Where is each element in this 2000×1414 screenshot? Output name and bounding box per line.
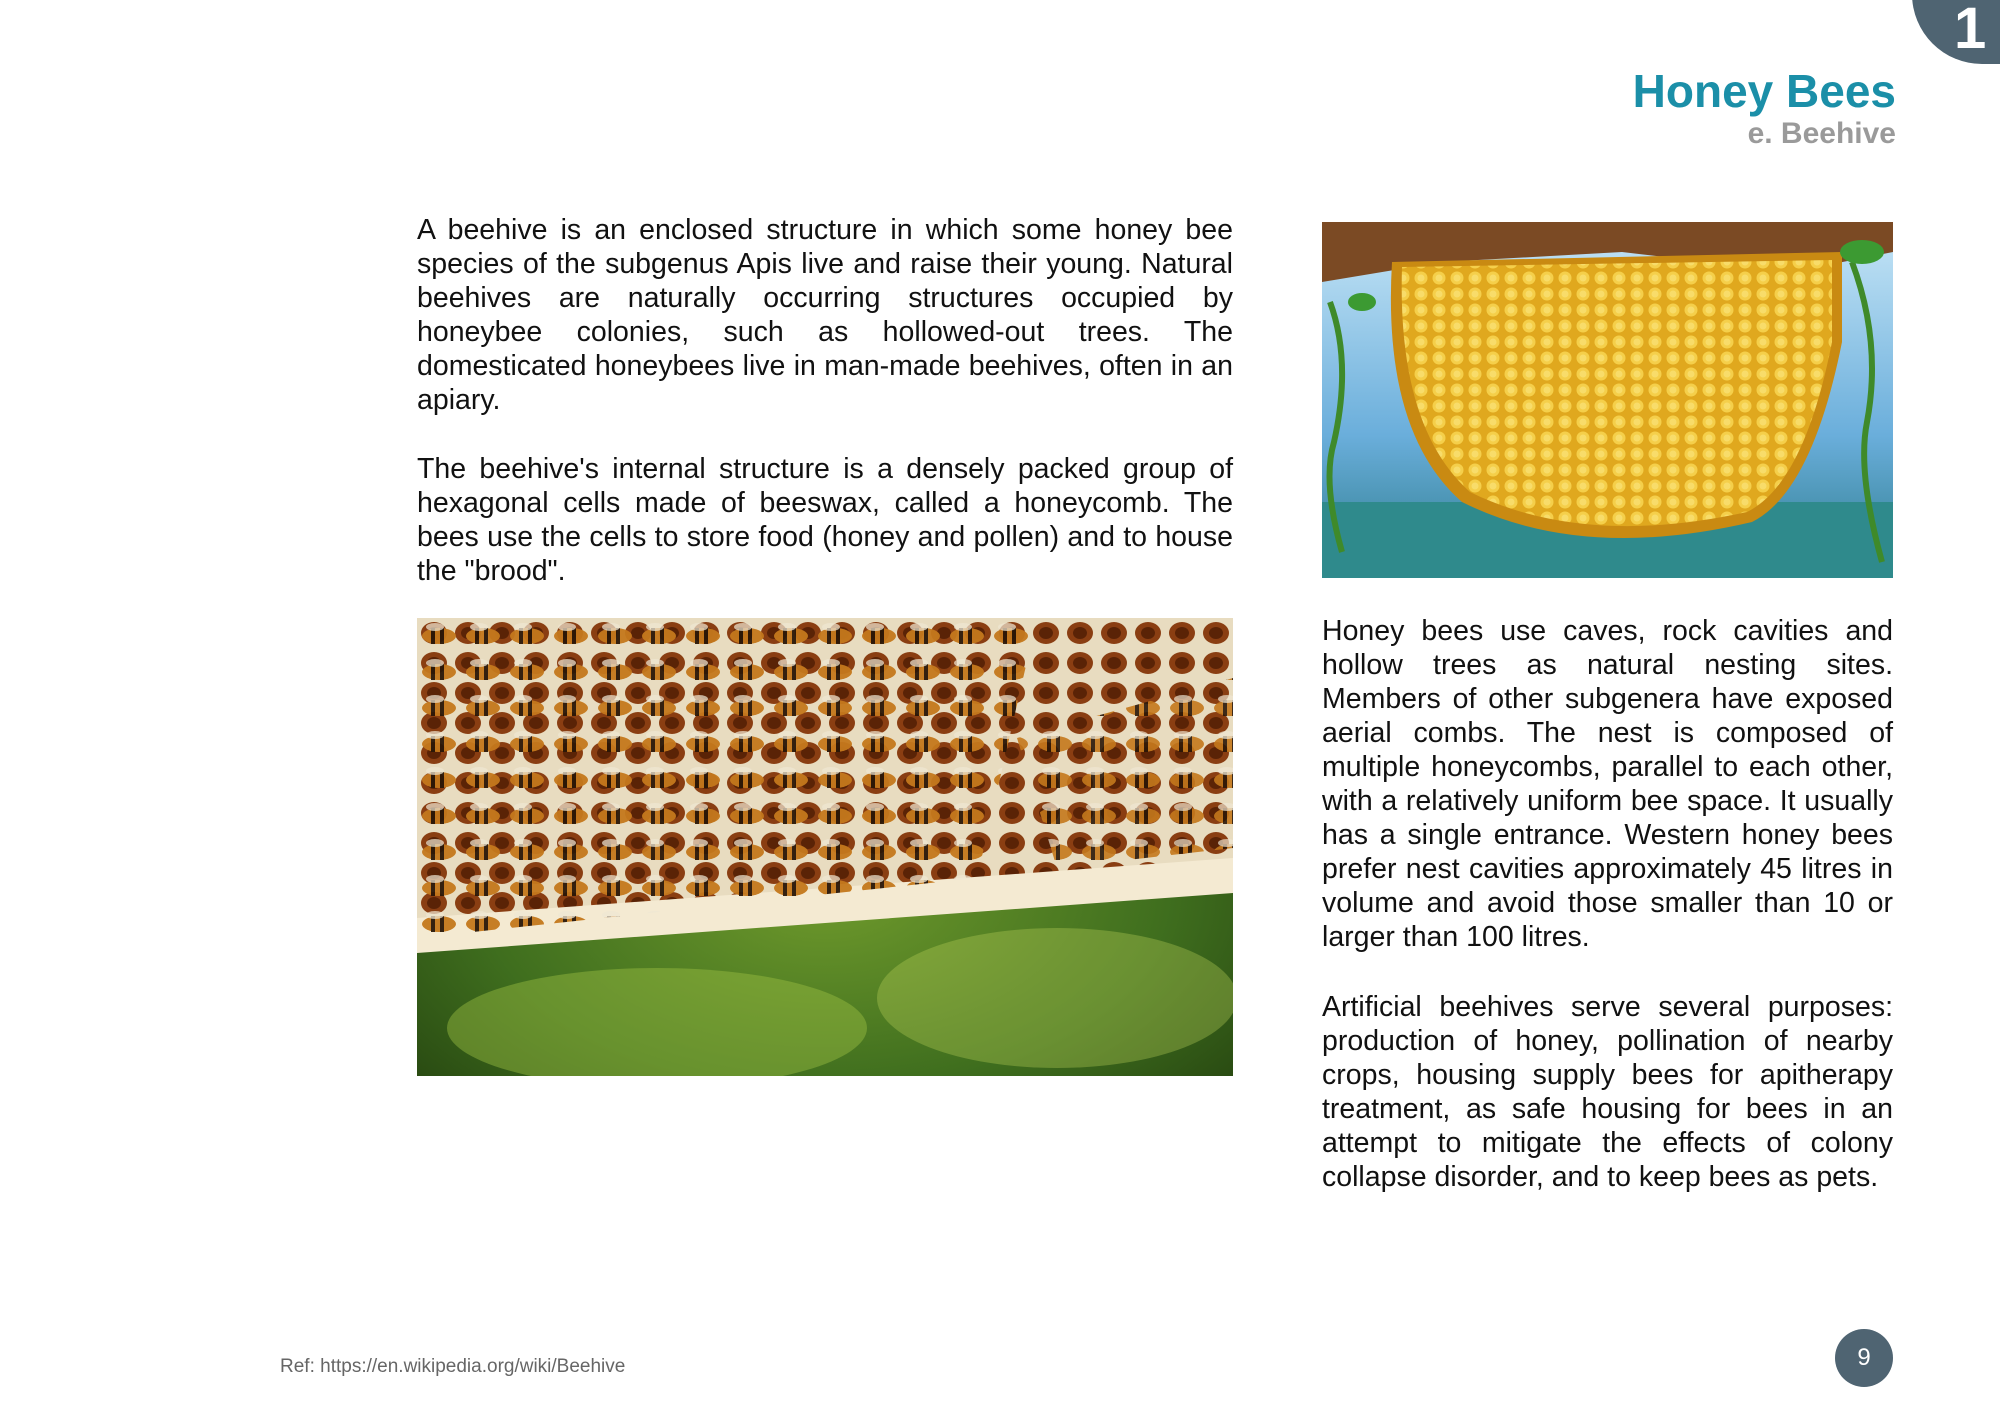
page-header [1633,66,1896,150]
right-paragraph-2: Artificial beehives serve several purposes: production of honey, pollination of nearby crops, housing supply bees for apitherapy treatment, as safe housing for bees in an attempt to mitigate the effects of colony collapse disorder, and to keep bees as pets. [1322,991,1893,1193]
bees-on-honeycomb-photo [417,618,1233,1076]
chapter-tab [1912,0,2000,64]
left-paragraph-1: A beehive is an enclosed structure in which some honey bee species of the subgenus Apis live and raise their young. Natural beehives are naturally occurring structures occupied by honeybee colonies, such as hollowed-out trees. The domesticated honeybees live in man-made beehives, often in an apiary. [417,214,1233,416]
bees-on-honeycomb-image [417,618,1233,1076]
reference-link[interactable]: Ref: https://en.wikipedia.org/wiki/Beehive [280,1356,626,1377]
chapter-number: 1 [1954,0,1987,61]
left-paragraph-2: The beehive's internal structure is a densely packed group of hexagonal cells made of beeswax, called a honeycomb. The bees use the cells to store food (honey and pollen) and to house the "brood". [417,453,1233,587]
hanging-honeycomb-photo [1322,222,1893,578]
right-paragraph-1: Honey bees use caves, rock cavities and hollow trees as natural nesting sites. Members of other subgenera have exposed aerial combs. The nest is composed of multiple honeycombs, parallel to each other, with a relatively uniform bee space. It usually has a single entrance. Western honey bees prefer nest cavities approximately 45 litres in volume and avoid those smaller than 10 or larger than 100 litres. [1322,615,1893,953]
page-subtitle: e. Beehive [1747,116,1896,150]
hanging-honeycomb-image [1322,222,1893,578]
page-title: Honey Bees [1632,65,1896,117]
page-number-badge: 9 [1835,1329,1893,1387]
